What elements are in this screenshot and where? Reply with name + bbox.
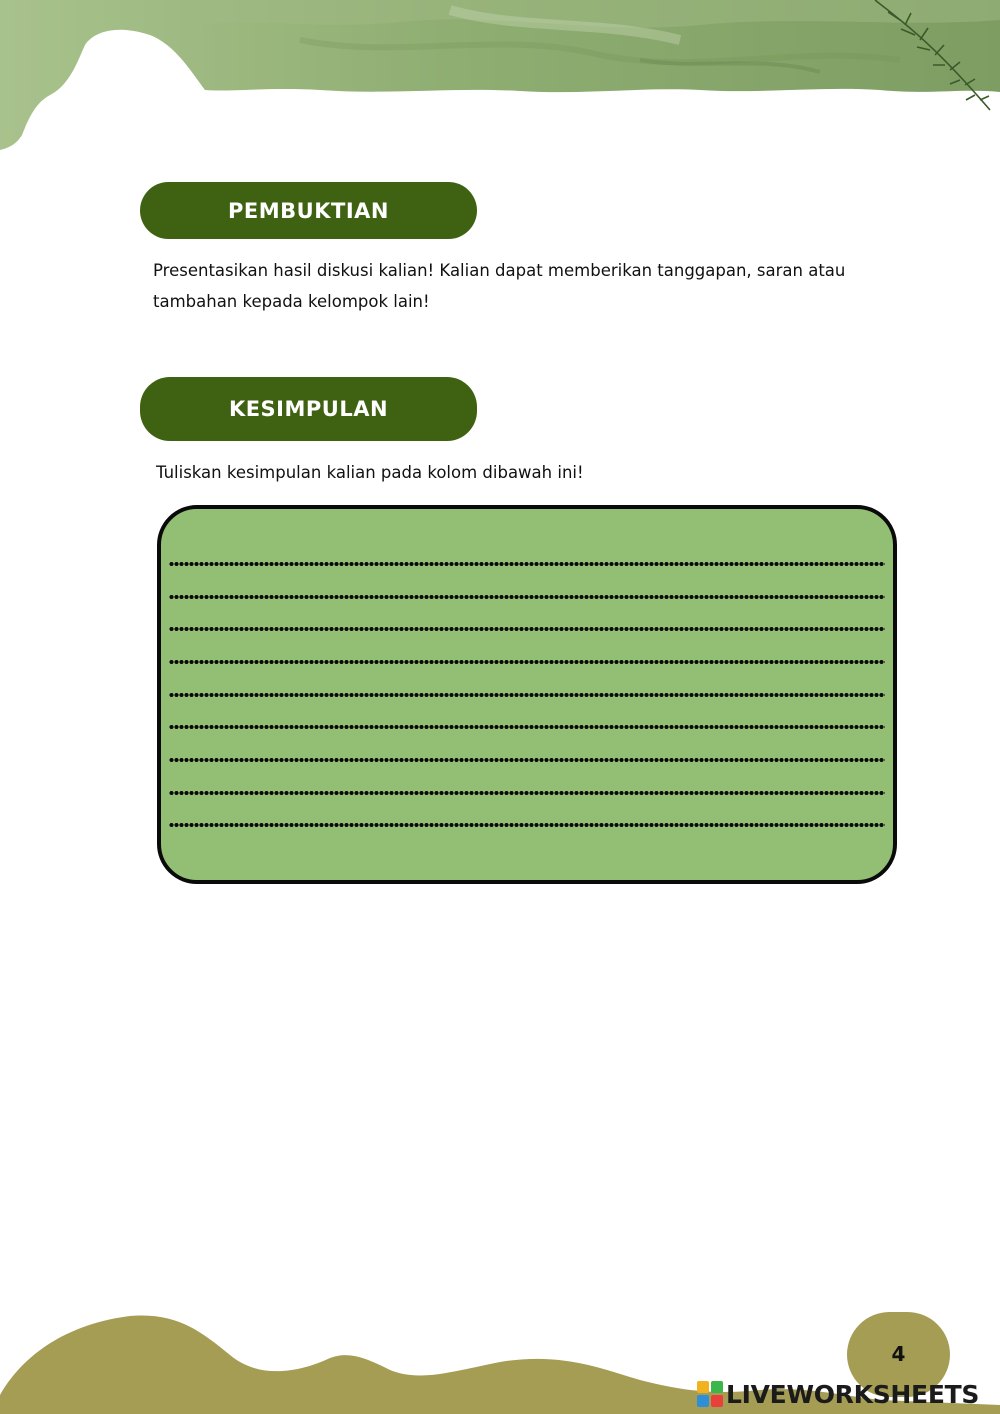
dotted-line[interactable] [169,724,885,730]
section-title: KESIMPULAN [228,397,389,421]
dotted-line[interactable] [169,594,885,600]
section-title: PEMBUKTIAN [228,198,389,223]
instruction-kesimpulan: Tuliskan kesimpulan kalian pada kolom dibawah ini! [156,463,584,482]
dotted-line[interactable] [169,659,885,665]
dotted-line[interactable] [169,692,885,698]
instruction-pembuktian: Presentasikan hasil diskusi kalian! Kalian dapat memberikan tanggapan, saran atau tambahan kepada kelompok lain! [153,261,846,311]
section-header-pembuktian [140,182,477,239]
section-header-kesimpulan [140,377,477,441]
dotted-line[interactable] [169,822,885,828]
dotted-line[interactable] [169,790,885,796]
top-watercolor-decoration [0,0,1000,160]
dotted-line[interactable] [169,561,885,567]
answer-box[interactable] [157,505,897,884]
page-number: 4 [891,1341,906,1366]
dotted-line[interactable] [169,626,885,632]
liveworksheets-logo-icon [697,1381,723,1407]
dotted-line[interactable] [169,757,885,763]
brand-watermark [697,1377,979,1411]
brand-name: LIVEWORKSHEETS [726,1379,980,1409]
